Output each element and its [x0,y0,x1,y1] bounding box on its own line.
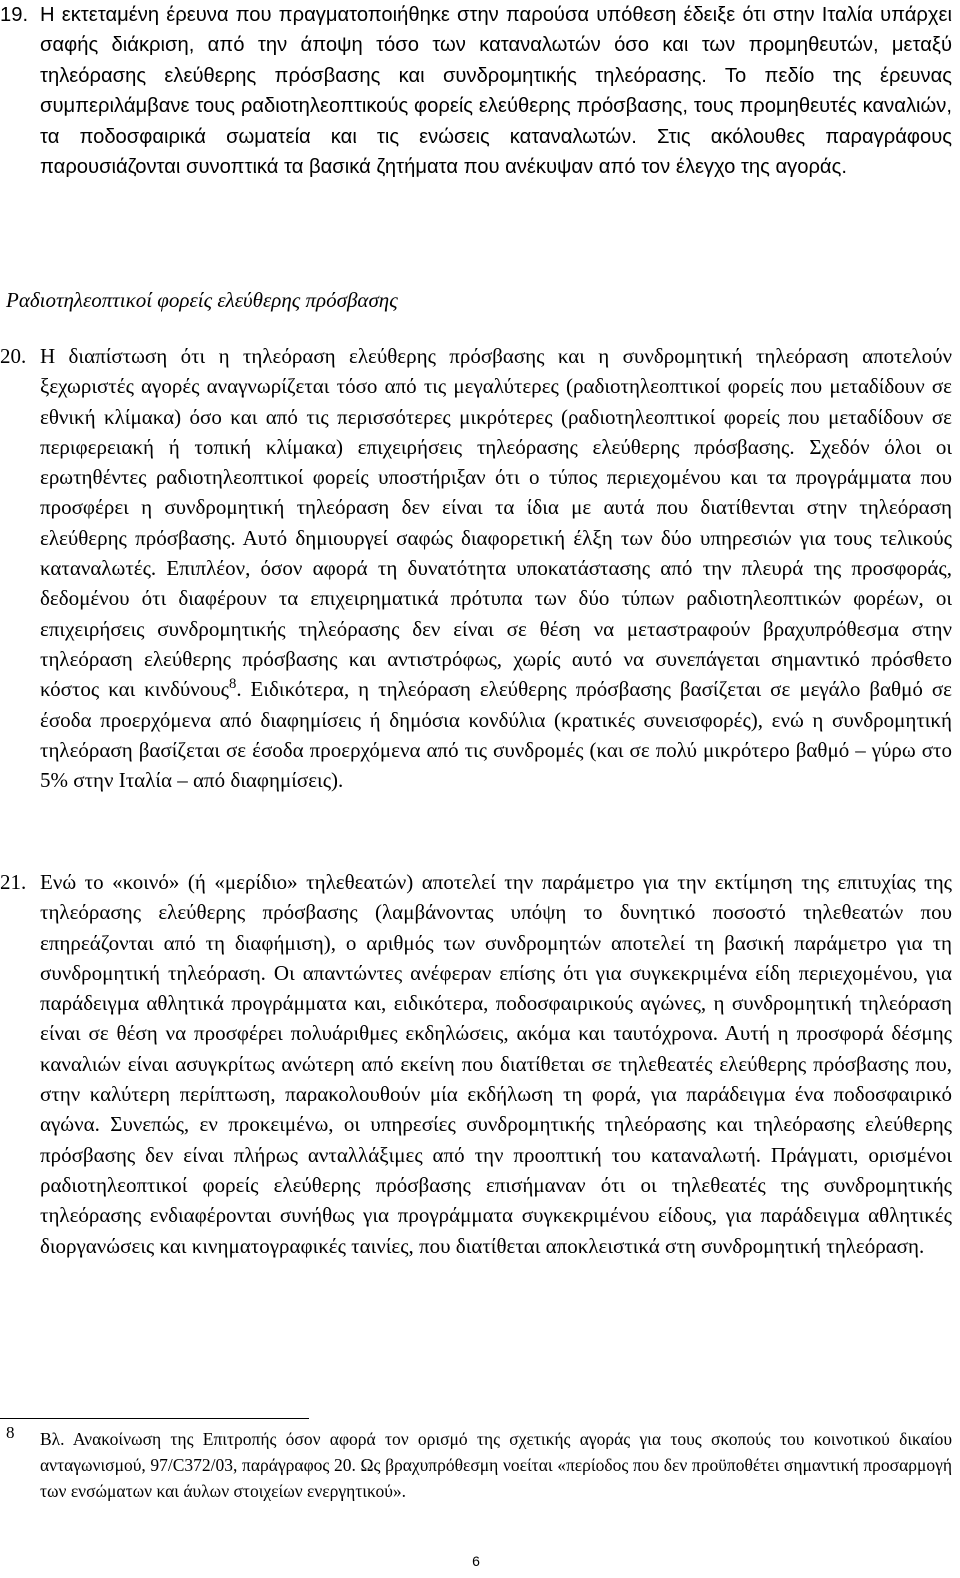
page-number: 6 [472,1553,480,1569]
paragraph-20 [0,341,952,795]
paragraph-text-part: Η διαπίστωση ότι η τηλεόραση ελεύθερης πρόσβασης και η συνδρομητική τηλεόραση αποτελούν ξεχωριστές αγορές αναγνωρίζεται τόσο από τις μεγαλύτερες (ραδιοτηλεοπτικοί φορείς που μεταδίδουν σε εθνική κλίμακα) όσο και από τις περισσότερες μικρότερες (ραδιοτηλεοπτικοί φορείς που μεταδίδουν σε περιφερειακή ή τοπική κλίμακα) επιχειρήσεις τηλεόρασης ελεύθερης πρόσβασης. Σχεδόν όλοι οι ερωτηθέντες ραδιοτηλεοπτικοί φορείς υποστήριξαν ότι ο τύπος περιεχομένου και τα προγράμματα που προσφέρει η συνδρομητική τηλεόραση δεν είναι τα ίδια με αυτά που διατίθενται στην τηλεόραση ελεύθερης πρόσβασης. Αυτό δημιουργεί σαφώς διαφορετική έλξη των δύο υπηρεσιών για τους τελικούς καταναλωτές. Επιπλέον, όσον αφορά τη δυνατότητα υποκατάστασης από την πλευρά της προσφοράς, δεδομένου ότι διαφέρουν τα επιχειρηματικά πρότυπα των δύο τύπων ραδιοτηλεοπτικών φορέων, οι επιχειρήσεις συνδρομητικής τηλεόρασης δεν είναι σε θέση να μεταστραφούν βραχυπρόθεσμα στην τηλεόραση ελεύθερης πρόσβασης και αντιστρόφως, χωρίς αυτό να συνεπάγεται σημαντικό πρόσθετο κόστος και κινδύνους [40,344,952,702]
footnote [0,1423,952,1504]
paragraph-21 [0,867,952,1261]
paragraph-text-part: . Ειδικότερα, η τηλεόραση ελεύθερης πρόσβασης βασίζεται σε μεγάλο βαθμό σε έσοδα προερχόμενα από διαφημίσεις ή δημόσια κονδύλια (κρατικές συνεισφορές), ενώ η συνδρομητική τηλεόραση βασίζεται σε έσοδα προερχόμενα από τις συνδρομές (και σε πολύ μικρότερο βαθμό – γύρω στο 5% στην Ιταλία – από διαφημίσεις). [40,677,952,793]
paragraph-number: 21. [0,870,27,894]
paragraph-text: Ενώ το «κοινό» (ή «μερίδιο» τηλεθεατών) αποτελεί την παράμετρο για την εκτίμηση της επιτυχίας της τηλεόρασης ελεύθερης πρόσβασης (λαμβάνοντας υπόψη το δυνητικό ποσοστό τηλεθεατών που επηρεάζονται από τη διαφήμιση), ο αριθμός των συνδρομητών αποτελεί τη βασική παράμετρο για τη συνδρομητική τηλεόραση. Οι απαντώντες ανέφεραν επίσης ότι για συγκεκριμένα είδη περιεχομένου, για παράδειγμα αθλητικά προγράμματα και, ειδικότερα, ποδοσφαιρικούς αγώνες, η συνδρομητική τηλεόραση είναι σε θέση να προσφέρει πολυάριθμες εκδηλώσεις, ακόμα και ταυτόχρονα. Αυτή η προσφορά δέσμης καναλιών είναι ασυγκρίτως ανώτερη από εκείνη που διατίθεται σε τηλεθεατές ελεύθερης πρόσβασης που, στην καλύτερη περίπτωση, παρακολουθούν μία εκδήλωση τη φορά, για παράδειγμα ένα ποδοσφαιρικό αγώνα. Συνεπώς, εν προκειμένω, οι υπηρεσίες συνδρομητικής τηλεόρασης και τηλεόρασης ελεύθερης πρόσβασης δεν είναι πλήρως ανταλλάξιμες από την προοπτική του καταναλωτή. Πράγματι, ορισμένοι ραδιοτηλεοπτικοί φορείς ελεύθερης πρόσβασης επισήμαναν ότι οι τηλεθεατές της συνδρομητικής τηλεόρασης ενδιαφέρονται συνήθως για προγράμματα συγκεκριμένου είδους, για παράδειγμα αθλητικές διοργανώσεις και κινηματογραφικές ταινίες, που διατίθεται αποκλειστικά στη συνδρομητική τηλεόραση. [40,870,952,1258]
paragraph-text: Η εκτεταμένη έρευνα που πραγματοποιήθηκε στην παρούσα υπόθεση έδειξε ότι στην Ιταλία υπάρχει σαφής διάκριση, από την άποψη τόσο των καταναλωτών όσο και των προμηθευτών, μεταξύ τηλεόρασης ελεύθερης πρόσβασης και συνδρομητικής τηλεόρασης. Το πεδίο της έρευνας συμπεριλάμβανε τους ραδιοτηλεοπτικούς φορείς ελεύθερης πρόσβασης, τους προμηθευτές καναλιών, τα ποδοσφαιρικά σωματεία και τις ενώσεις καταναλωτών. Στις ακόλουθες παραγράφους παρουσιάζονται συνοπτικά τα βασικά ζητήματα που ανέκυψαν από τον έλεγχο της αγοράς. [40,4,952,179]
footnote-reference[interactable]: 8 [228,676,237,693]
footnote-mark: 8 [6,1423,15,1442]
paragraph-number: 19. [0,4,29,26]
paragraph-text [0,341,952,795]
footnote-separator [0,1418,309,1419]
paragraph-19 [0,0,952,182]
paragraph-number: 20. [0,344,27,368]
footnote-text: Βλ. Ανακοίνωση της Επιτροπής όσον αφορά τον ορισμό της σχετικής αγοράς για τους σκοπούς του κοινοτικού δικαίου ανταγωνισμού, 97/C372/03, παράγραφος 20. Ως βραχυπρόθεσμη νοείται «περίοδος που δεν προϋποθέτει σημαντική προσαρμογή των ενσώματων και άυλων στοιχείων ενεργητικού». [40,1429,952,1501]
section-heading: Ραδιοτηλεοπτικοί φορείς ελεύθερης πρόσβασης [6,288,398,312]
